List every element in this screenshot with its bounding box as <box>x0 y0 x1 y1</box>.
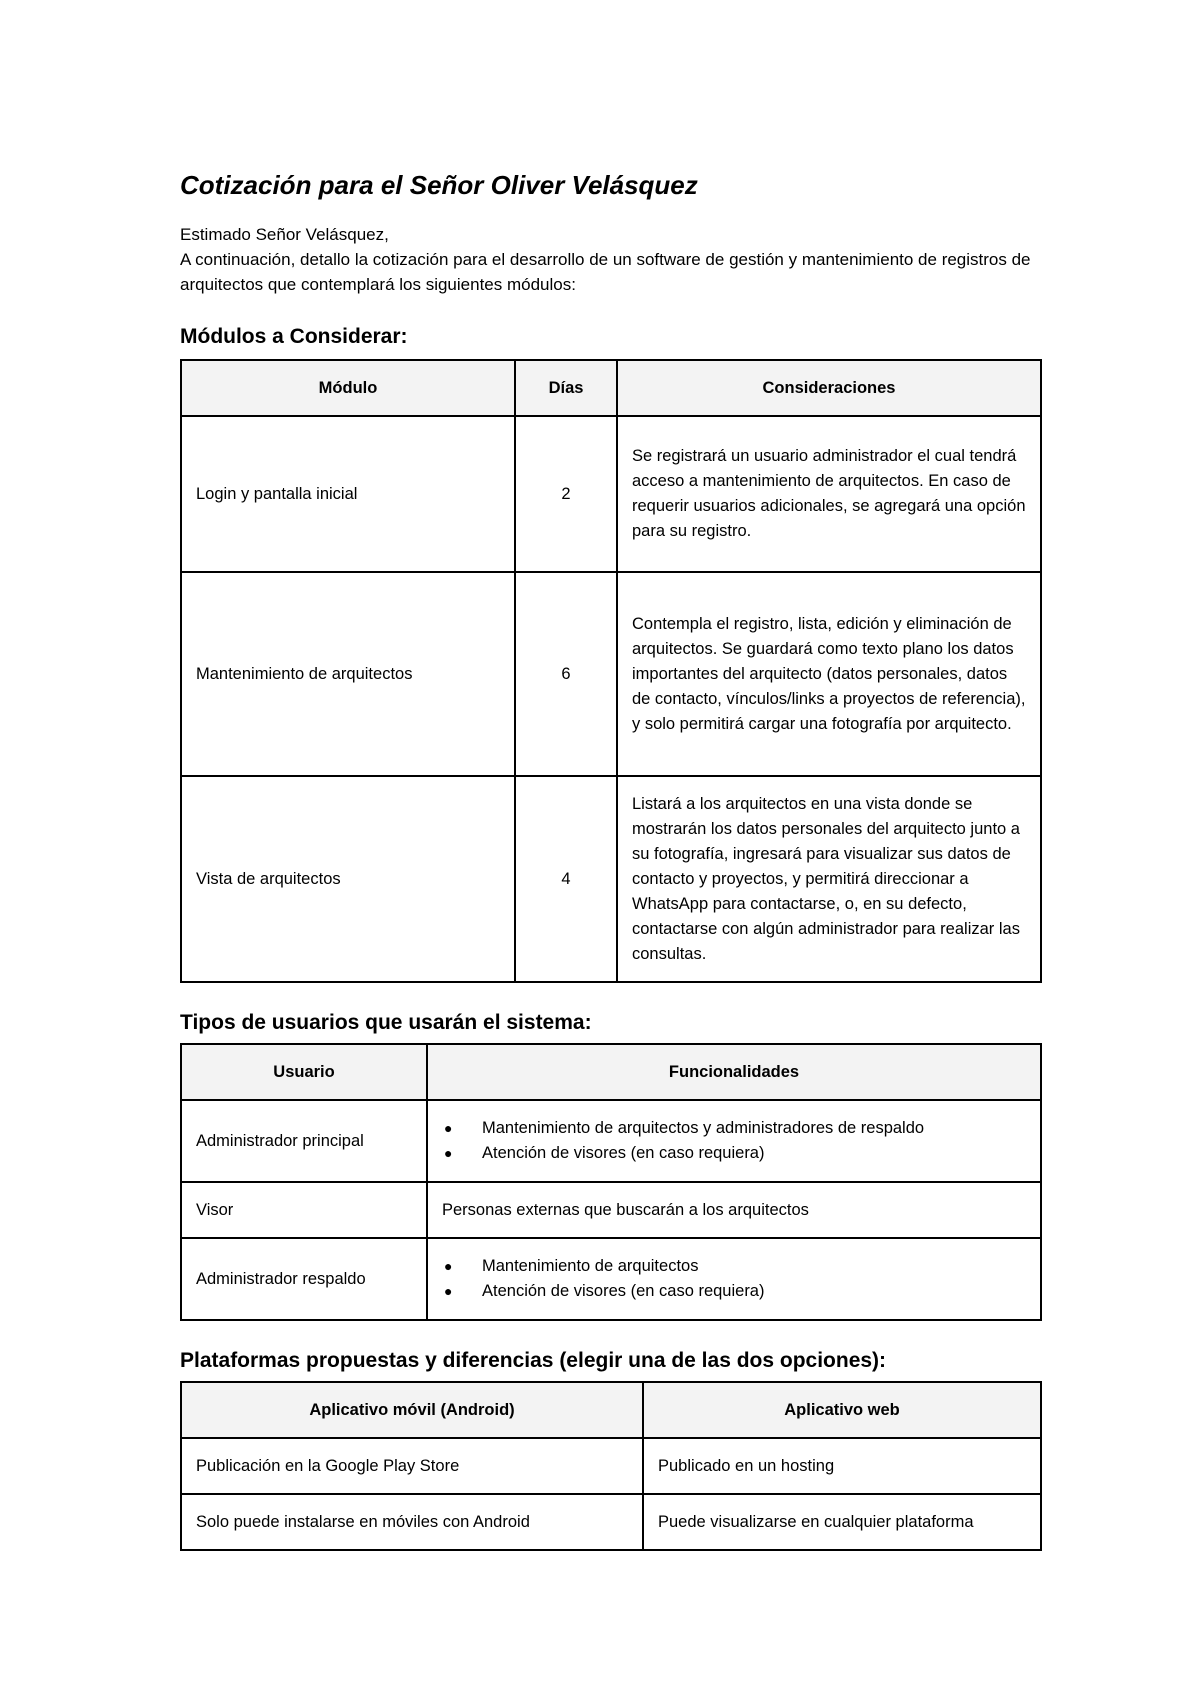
user-functions-cell: Personas externas que buscarán a los arquitectos <box>427 1182 1041 1238</box>
user-functions-cell <box>427 1238 1041 1320</box>
web-cell: Publicado en un hosting <box>643 1438 1041 1494</box>
intro-block <box>180 222 1040 297</box>
column-header-module: Módulo <box>181 360 515 416</box>
table-row <box>181 1438 1041 1494</box>
platforms-table <box>180 1381 1042 1551</box>
module-notes-cell: Se registrará un usuario administrador el cual tendrá acceso a mantenimiento de arquitectos. En caso de requerir usuarios adicionales, se agregará una opción para su registro. <box>617 416 1041 572</box>
module-name-cell: Mantenimiento de arquitectos <box>181 572 515 776</box>
table-header-row <box>181 1044 1041 1100</box>
module-notes-cell: Listará a los arquitectos en una vista donde se mostrarán los datos personales del arquitecto junto a su fotografía, ingresará para visualizar sus datos de contacto y proyectos, y permitirá direccionar a WhatsApp para contactarse, o, en su defecto, contactarse con algún administrador para realizar las consultas. <box>617 776 1041 982</box>
user-type-cell: Administrador respaldo <box>181 1238 427 1320</box>
list-item: ● Atención de visores (en caso requiera) <box>482 1279 1026 1304</box>
table-row <box>181 1238 1041 1320</box>
list-item: ● Atención de visores (en caso requiera) <box>482 1141 1026 1166</box>
table-row <box>181 1100 1041 1182</box>
page-title: Cotización para el Señor Oliver Velásquez <box>180 170 698 200</box>
greeting-text: Estimado Señor Velásquez, <box>180 225 389 244</box>
table-row <box>181 1494 1041 1550</box>
module-days-cell: 6 <box>515 572 617 776</box>
users-heading: Tipos de usuarios que usarán el sistema: <box>180 1011 592 1034</box>
module-name-cell: Vista de arquitectos <box>181 776 515 982</box>
mobile-cell: Publicación en la Google Play Store <box>181 1438 643 1494</box>
module-days-cell: 4 <box>515 776 617 982</box>
module-name-cell: Login y pantalla inicial <box>181 416 515 572</box>
platforms-heading: Plataformas propuestas y diferencias (elegir una de las dos opciones): <box>180 1349 887 1372</box>
list-item: ● Mantenimiento de arquitectos <box>482 1254 1026 1279</box>
column-header-functions: Funcionalidades <box>427 1044 1041 1100</box>
list-item: ● Mantenimiento de arquitectos y administradores de respaldo <box>482 1116 1026 1141</box>
column-header-web: Aplicativo web <box>643 1382 1041 1438</box>
module-notes-cell: Contempla el registro, lista, edición y eliminación de arquitectos. Se guardará como texto plano los datos importantes del arquitecto (datos personales, datos de contacto, vínculos/links a proyectos de referencia), y solo permitirá cargar una fotografía por arquitecto. <box>617 572 1041 776</box>
user-type-cell: Administrador principal <box>181 1100 427 1182</box>
column-header-considerations: Consideraciones <box>617 360 1041 416</box>
web-cell: Puede visualizarse en cualquier plataforma <box>643 1494 1041 1550</box>
table-row <box>181 416 1041 572</box>
functions-list <box>442 1254 1026 1304</box>
table-row <box>181 776 1041 982</box>
functions-list <box>442 1116 1026 1166</box>
mobile-cell: Solo puede instalarse en móviles con Android <box>181 1494 643 1550</box>
users-table <box>180 1043 1042 1321</box>
module-days-cell: 2 <box>515 416 617 572</box>
column-header-user: Usuario <box>181 1044 427 1100</box>
modules-table <box>180 359 1042 983</box>
column-header-mobile: Aplicativo móvil (Android) <box>181 1382 643 1438</box>
column-header-days: Días <box>515 360 617 416</box>
table-row <box>181 1182 1041 1238</box>
intro-text: A continuación, detallo la cotización para el desarrollo de un software de gestión y mantenimiento de registros de arquitectos que contemplará los siguientes módulos: <box>180 250 1031 294</box>
table-row <box>181 572 1041 776</box>
user-functions-cell <box>427 1100 1041 1182</box>
table-header-row <box>181 1382 1041 1438</box>
user-type-cell: Visor <box>181 1182 427 1238</box>
table-header-row <box>181 360 1041 416</box>
modules-heading: Módulos a Considerar: <box>180 325 408 348</box>
document-page <box>180 168 1040 1551</box>
